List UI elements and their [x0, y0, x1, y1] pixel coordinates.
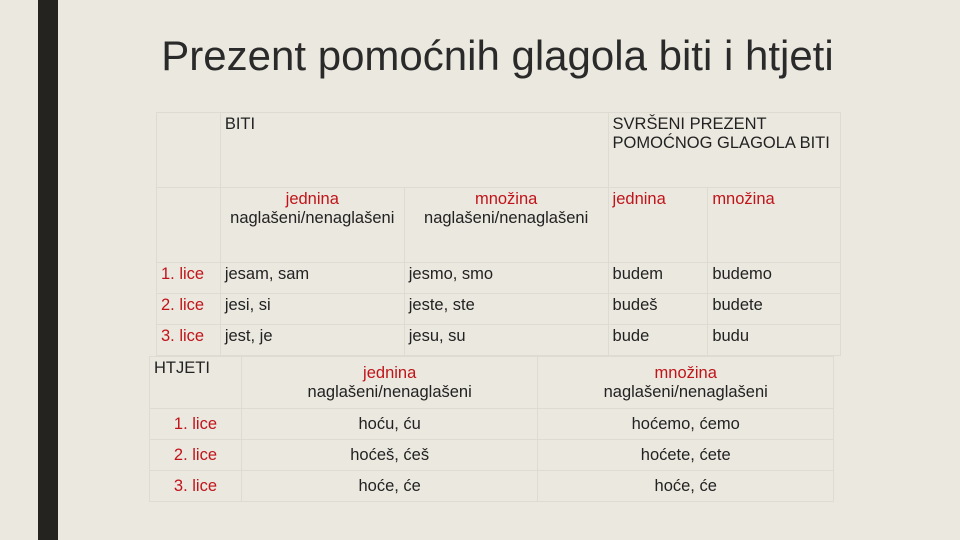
perf-singular-cell: budem: [608, 263, 708, 294]
singular-cell: hoću, ću: [241, 409, 538, 440]
perfective-header-cell: SVRŠENI PREZENT POMOĆNOG GLAGOLA BITI: [608, 113, 840, 188]
person-cell: 1. lice: [150, 409, 242, 440]
biti-table: [156, 112, 841, 356]
htjeti-header-cell: HTJETI: [150, 357, 242, 409]
left-accent-bar: [38, 0, 58, 540]
biti-subheader-row: [157, 188, 841, 263]
mnozina-header-cell: množina naglašeni/nenaglašeni: [404, 188, 608, 263]
plural-cell: jeste, ste: [404, 294, 608, 325]
perf-jednina-header-cell: jednina: [608, 188, 708, 263]
slide-title: Prezent pomoćnih glagola biti i htjeti: [161, 32, 834, 79]
plural-cell: hoćemo, ćemo: [538, 409, 834, 440]
singular-cell: jesi, si: [220, 294, 404, 325]
biti-header-row: [157, 113, 841, 188]
htjeti-mnozina-header-cell: množina naglašeni/nenaglašeni: [538, 357, 834, 409]
plural-cell: jesmo, smo: [404, 263, 608, 294]
htjeti-jednina-header-cell: jednina naglašeni/nenaglašeni: [241, 357, 538, 409]
person-cell: 3. lice: [150, 471, 242, 502]
htjeti-table: [149, 356, 834, 502]
person-cell: 2. lice: [157, 294, 221, 325]
singular-cell: hoće, će: [241, 471, 538, 502]
table-row: [157, 325, 841, 356]
singular-cell: hoćeš, ćeš: [241, 440, 538, 471]
perf-plural-cell: budete: [708, 294, 841, 325]
plural-cell: hoće, će: [538, 471, 834, 502]
biti-header-cell: BITI: [220, 113, 608, 188]
plural-cell: hoćete, ćete: [538, 440, 834, 471]
table-row: [157, 263, 841, 294]
perf-plural-cell: budemo: [708, 263, 841, 294]
table-row: [150, 440, 834, 471]
table-row: [157, 294, 841, 325]
person-cell: 3. lice: [157, 325, 221, 356]
person-cell: 1. lice: [157, 263, 221, 294]
table-row: [150, 471, 834, 502]
perf-plural-cell: budu: [708, 325, 841, 356]
plural-cell: jesu, su: [404, 325, 608, 356]
empty-cell: [157, 188, 221, 263]
table-row: [150, 409, 834, 440]
perf-singular-cell: budeš: [608, 294, 708, 325]
singular-cell: jesam, sam: [220, 263, 404, 294]
perf-mnozina-header-cell: množina: [708, 188, 841, 263]
empty-corner-cell: [157, 113, 221, 188]
singular-cell: jest, je: [220, 325, 404, 356]
person-cell: 2. lice: [150, 440, 242, 471]
htjeti-header-row: [150, 357, 834, 409]
perf-singular-cell: bude: [608, 325, 708, 356]
jednina-header-cell: jednina naglašeni/nenaglašeni: [220, 188, 404, 263]
